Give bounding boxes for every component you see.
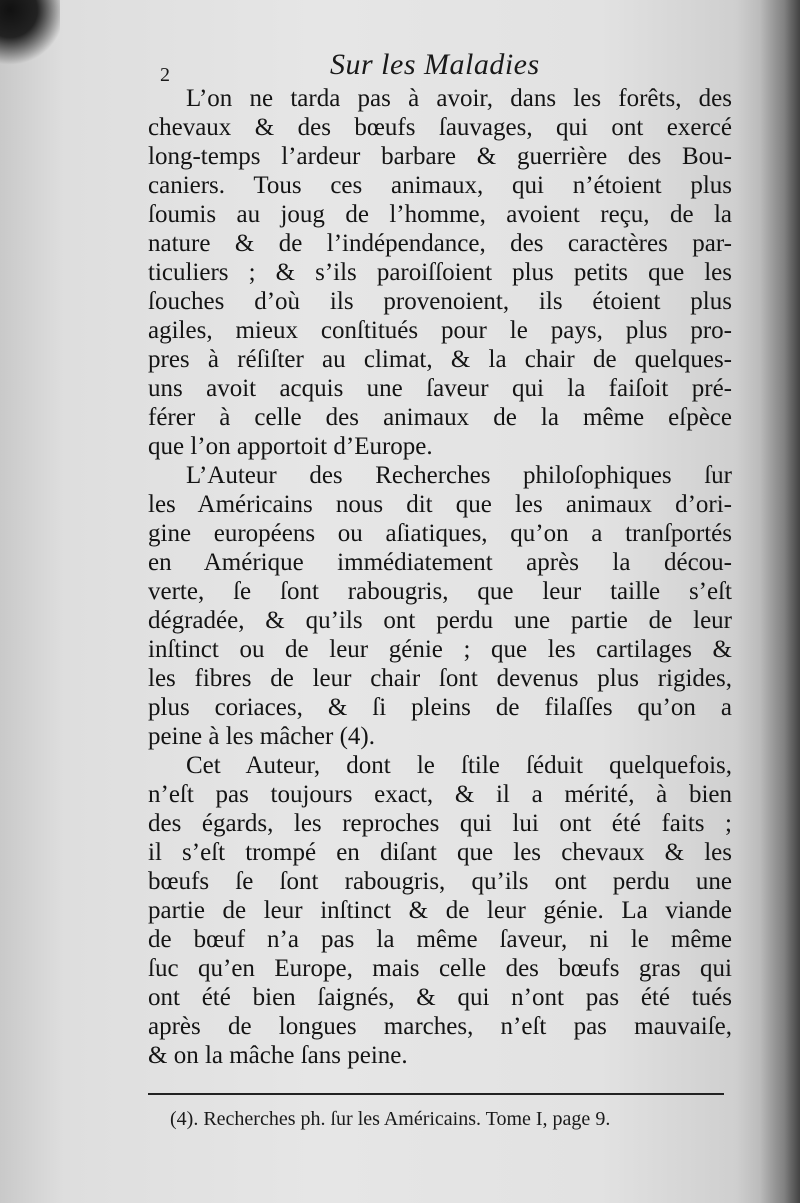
text-line: partie de leur inſtinct & de leur génie. La viande [148,897,732,924]
text-line: de bœuf n’a pas la même ſaveur, ni le même [148,926,732,953]
text-line: dégradée, & qu’ils ont perdu une partie de leur [148,607,732,634]
text-line: uns avoit acquis une ſaveur qui la faiſoit pré- [148,375,732,402]
text-line: ſoumis au joug de l’homme, avoient reçu, de la [148,201,732,228]
running-title: Sur les Maladies [330,48,540,81]
text-line: Cet Auteur, dont le ſtile ſéduit quelquefois, [186,752,732,779]
text-line: n’eſt pas toujours exact, & il a mérité, à bien [148,781,732,808]
text-line: & on la mâche ſans peine. [148,1042,408,1069]
text-line: L’on ne tarda pas à avoir, dans les forêts, des [186,85,732,112]
text-line: agiles, mieux conſtitués pour le pays, plus pro- [148,317,732,344]
page-header [150,48,730,88]
text-line: peine à les mâcher (4). [148,723,375,750]
text-line: en Amérique immédiatement après la décou- [148,549,732,576]
text-line: gine européens ou aſiatiques, qu’on a tranſportés [148,520,732,547]
text-line: nature & de l’indépendance, des caractères par- [148,230,732,257]
text-line: bœufs ſe ſont rabougris, qu’ils ont perdu une [148,868,732,895]
text-line: après de longues marches, n’eſt pas mauvaiſe, [148,1013,732,1040]
text-line: les fibres de leur chair ſont devenus plus rigides, [148,665,732,692]
page-number: 2 [160,64,170,86]
text-line: les Américains nous dit que les animaux d’ori- [148,491,732,518]
text-line: ticuliers ; & s’ils paroiſſoient plus petits que les [148,259,732,286]
text-line: caniers. Tous ces animaux, qui n’étoient plus [148,172,732,199]
text-line: ſouches d’où ils provenoient, ils étoient plus [148,288,732,315]
text-line: il s’eſt trompé en diſant que les chevaux & les [148,839,732,866]
text-line: long-temps l’ardeur barbare & guerrière des Bou- [148,143,732,170]
text-line: verte, ſe ſont rabougris, que leur taille s’eſt [148,578,732,605]
text-line: ſuc qu’en Europe, mais celle des bœufs gras qui [148,955,732,982]
text-line: que l’on apportoit d’Europe. [148,433,433,460]
body-text [148,84,732,1070]
text-line: L’Auteur des Recherches philoſophiques ſur [186,462,732,489]
footnote-rule [148,1093,724,1095]
text-line: inſtinct ou de leur génie ; que les cartilages & [148,636,732,663]
page-gutter-shadow [760,0,800,1203]
footnote: (4). Recherches ph. ſur les Américains. Tome I, page 9. [170,1108,611,1130]
text-line: pres à réſiſter au climat, & la chair de quelques- [148,346,732,373]
text-line: férer à celle des animaux de la même eſpèce [148,404,732,431]
text-line: des égards, les reproches qui lui ont été faits ; [148,810,732,837]
text-line: chevaux & des bœufs ſauvages, qui ont exercé [148,114,732,141]
text-line: plus coriaces, & ſi pleins de filaſſes qu’on a [148,694,732,721]
page-corner-shadow [0,0,60,70]
text-line: ont été bien ſaignés, & qui n’ont pas été tués [148,984,732,1011]
